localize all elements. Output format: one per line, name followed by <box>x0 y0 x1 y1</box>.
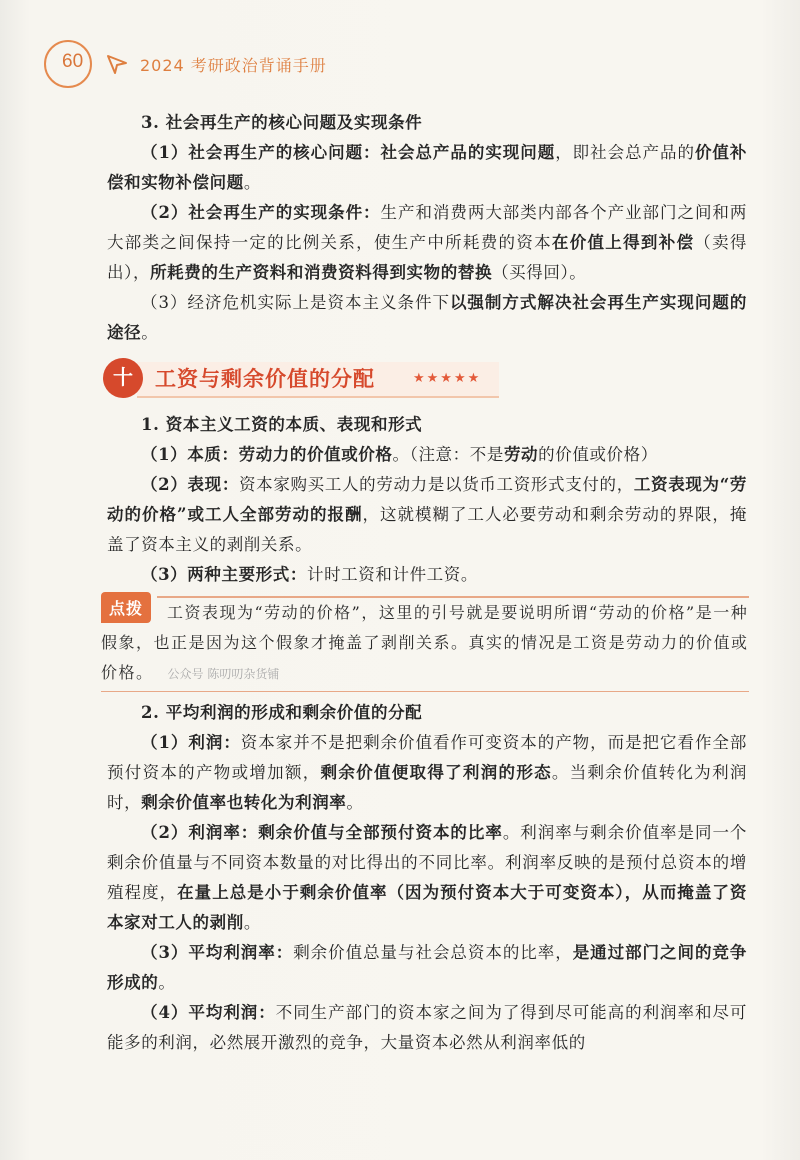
section-title: 工资与剩余价值的分配 <box>155 366 375 391</box>
subsection-heading-2: 2. 平均利润的形成和剩余价值的分配 <box>141 703 423 722</box>
tip-text: 工资表现为“劳动的价格”，这里的引号就是要说明所谓“劳动的价格”是一种假象，也正是因为这个假象才掩盖了剥削关系。真实的情况是工资是劳动力的价值或价格。 公众号 陈叨叨杂货铺 <box>101 596 749 689</box>
importance-stars: ★★★★★ <box>413 371 482 386</box>
watermark: 公众号 陈叨叨杂货铺 <box>167 667 280 681</box>
paragraph-profit-rate: （2）利润率：剩余价值与全部预付资本的比率。利润率与剩余价值率是同一个剩余价值量与不同资本数量的对比得出的不同比率。利润率反映的是预付总资本的增殖程度，在量上总是小于剩余价值率（因为预付资本大于可变资本），从而掩盖了资本家对工人的剥削。 <box>107 823 748 932</box>
arrow-icon <box>106 53 128 75</box>
paragraph-core-problem: （1）社会再生产的核心问题：社会总产品的实现问题，即社会总产品的价值补偿和实物补偿问题。 <box>107 143 747 192</box>
paragraph-crisis: （3）经济危机实际上是资本主义条件下以强制方式解决社会再生产实现问题的途径。 <box>107 293 747 342</box>
tip-label: 点拨 <box>101 592 151 623</box>
section-heading <box>103 356 747 400</box>
paragraph-profit: （1）利润：资本家并不是把剩余价值看作可变资本的产物，而是把它看作全部预付资本的产物或增加额，剩余价值便取得了利润的形态。当剩余价值转化为利润时，剩余价值率也转化为利润率。 <box>107 733 747 812</box>
tip-top-rule <box>157 596 749 598</box>
book-title: 2024 考研政治背诵手册 <box>140 56 327 75</box>
subsection-heading-1: 1. 资本主义工资的本质、表现和形式 <box>141 415 423 434</box>
subsection-heading-3: 3. 社会再生产的核心问题及实现条件 <box>141 113 423 132</box>
page-content <box>101 108 749 1058</box>
section-number-badge: 十 <box>103 358 143 398</box>
paragraph-wage-forms: （3）两种主要形式：计时工资和计件工资。 <box>141 565 478 584</box>
tip-box <box>101 596 749 692</box>
paragraph-average-profit: （4）平均利润：不同生产部门的资本家之间为了得到尽可能高的利润率和尽可能多的利润，必然展开激烈的竞争，大量资本必然从利润率低的 <box>107 1003 748 1052</box>
paragraph-average-profit-rate: （3）平均利润率：剩余价值总量与社会总资本的比率，是通过部门之间的竞争形成的。 <box>107 943 747 992</box>
paragraph-manifestation: （2）表现：资本家购买工人的劳动力是以货币工资形式支付的，工资表现为“劳动的价格”或工人全部劳动的报酬，这就模糊了工人必要劳动和剩余劳动的界限，掩盖了资本主义的剥削关系。 <box>107 475 747 554</box>
paragraph-conditions: （2）社会再生产的实现条件：生产和消费两大部类内部各个产业部门之间和两大部类之间保持一定的比例关系，使生产中所耗费的资本在价值上得到补偿（卖得出），所耗费的生产资料和消费资料得到实物的替换（买得回）。 <box>107 203 747 282</box>
paragraph-essence: （1）本质：劳动力的价值或价格。（注意：不是劳动的价值或价格） <box>141 445 658 464</box>
page-number: 60 <box>62 51 84 72</box>
page-header <box>44 38 464 88</box>
